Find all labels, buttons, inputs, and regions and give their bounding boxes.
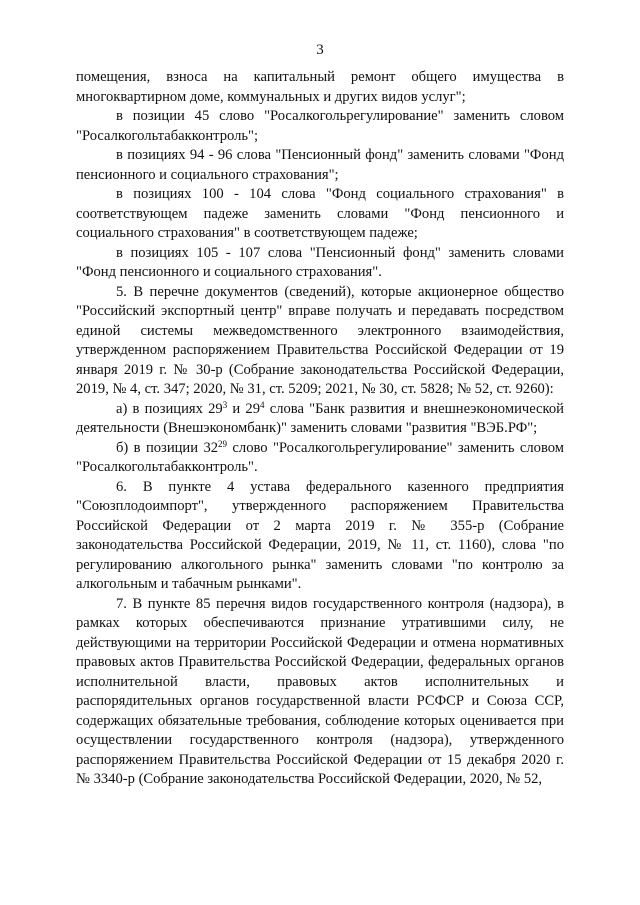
text-run: б) в позиции 32 (116, 439, 219, 456)
paragraph: в позиции 45 слово "Росалкогольрегулирование" заменить словом "Росалкогольтабакконтроль"; (76, 108, 564, 144)
text-run: слова "Банк развития и внешнеэкономической деятельности (Внешэкономбанк)" заменить словами "развития "ВЭБ.РФ"; (76, 400, 564, 436)
paragraph: помещения, взноса на капитальный ремонт общего имущества в многоквартирном доме, коммунальных и других видов услуг"; (76, 69, 564, 105)
page-number: 3 (316, 42, 324, 58)
superscript: 29 (218, 438, 228, 449)
superscript: 3 (222, 399, 228, 410)
paragraph: 5. В перечне документов (сведений), которые акционерное общество "Российский экспортный центр" вправе получать и передавать посредством единой системы межведомственного электронного взаимодействия, утвержденном распоряжением Правительства Российской Федерации от 19 января 2019 г. № 30-р (Собрание законодательства Российской Федерации, 2019, № 4, ст. 347; 2020, № 31, ст. 5209; 2021, № 30, ст. 5828; № 52, ст. 9260): (76, 283, 564, 397)
document-body (76, 68, 564, 790)
paragraph (76, 400, 564, 439)
paragraph: в позициях 94 - 96 слова "Пенсионный фонд" заменить словами "Фонд пенсионного и социального страхования"; (76, 147, 564, 183)
text-run: слово "Росалкогольрегулирование" заменить словом "Росалкогольтабакконтроль". (76, 439, 564, 475)
paragraph: 6. В пункте 4 устава федерального казенного предприятия "Союзплодоимпорт", утвержденного распоряжением Правительства Российской Федерации от 2 марта 2019 г. № 355-р (Собрание законодательства Российской Федерации, 2019, № 11, ст. 1160), слова "по регулированию алкогольного рынка" заменить словами "по контролю за алкогольным и табачным рынками". (76, 478, 564, 592)
text-run: а) в позициях 29 (116, 400, 223, 417)
paragraph: 7. В пункте 85 перечня видов государственного контроля (надзора), в рамках которых обеспечиваются признание утратившими силу, не действующими на территории Российской Федерации и отмена нормативных правовых актов Правительства Российской Федерации, федеральных органов исполнительной власти, правовых актов исполнительных и распорядительных органов государственной власти РСФСР и Союза ССР, содержащих обязательные требования, соблюдение которых оценивается при осуществлении государственного контроля (надзора), утвержденного распоряжением Правительства Российской Федерации от 15 декабря 2020 г. № 3340-р (Собрание законодательства Российской Федерации, 2020, № 52, (76, 595, 564, 787)
paragraph: в позициях 100 - 104 слова "Фонд социального страхования" в соответствующем падеже заменить словами "Фонд пенсионного и социального страхования" в соответствующем падеже; (76, 186, 564, 241)
superscript: 4 (260, 399, 265, 410)
text-run: и 29 (227, 400, 261, 417)
paragraph (76, 439, 564, 478)
paragraph: в позициях 105 - 107 слова "Пенсионный фонд" заменить словами "Фонд пенсионного и социального страхования". (76, 244, 564, 280)
